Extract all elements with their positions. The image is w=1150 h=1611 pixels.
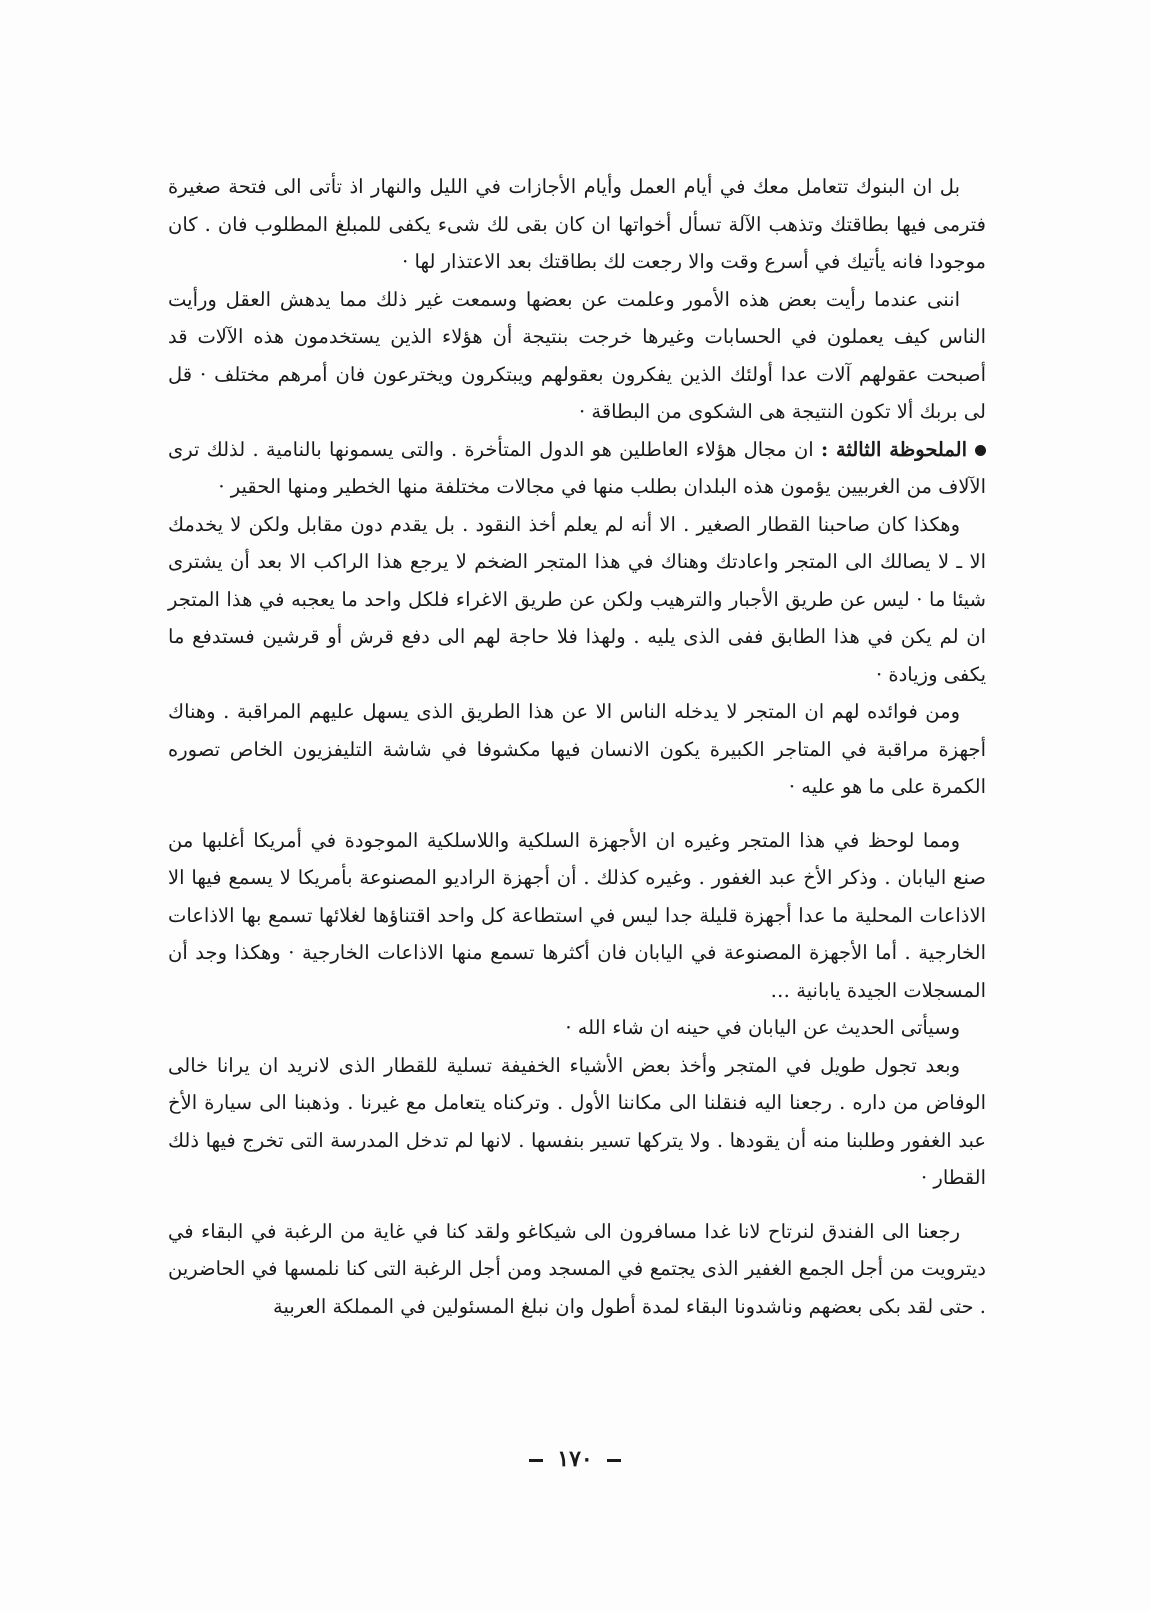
paragraph-banks: بل ان البنوك تتعامل معك في أيام العمل وأيام الأجازات في الليل والنهار اذ تأتى الى فتحة صغيرة فترمى فيها بطاقتك وتذهب الآلة تسأل أخواتها ان كان بقى لك شىء يكفى للمبلغ المطلوب فان . كان موجودا فانه يأتيك في أسرع وقت والا رجعت لك بطاقتك بعد الاعتذار لها · xyxy=(168,175,986,273)
note-heading: الملحوظة الثالثة : xyxy=(820,437,967,461)
paragraph-third-note xyxy=(168,431,986,506)
dash-left xyxy=(529,1459,543,1462)
body-text xyxy=(168,168,986,1325)
paragraph-machines: اننى عندما رأيت بعض هذه الأمور وعلمت عن بعضها وسمعت غير ذلك مما يدهش العقل ورأيت الناس كيف يعملون في الحسابات وغيرها خرجت بنتيجة أن هؤلاء الذين يستخدمون هذه الآلات قد أصبحت عقولهم آلات عدا أولئك الذين يفكرون بعقولهم ويبتكرون ويخترعون فان أمرهم مختلف · قل لى بربك ألا تكون النتيجة هى الشكوى من البطاقة · xyxy=(168,287,986,423)
dash-right xyxy=(607,1459,621,1462)
paragraph-hotel: رجعنا الى الفندق لنرتاح لانا غدا مسافرون الى شيكاغو ولقد كنا في غاية من الرغبة في البقاء في ديترويت من أجل الجمع الغفير الذى يجتمع في المسجد ومن أجل الرغبة التى كنا نلمسها في الحاضرين . حتى لقد بكى بعضهم وناشدونا البقاء لمدة أطول وان نبلغ المسئولين في المملكة العربية xyxy=(168,1219,986,1318)
page-number xyxy=(0,1446,1150,1472)
paragraph-tour: وبعد تجول طويل في المتجر وأخذ بعض الأشياء الخفيفة تسلية للقطار الذى لانريد ان يرانا خالى الوفاض من داره . رجعنا اليه فنقلنا الى مكاننا الأول . وتركناه يتعامل مع غيرنا . وذهبنا الى سيارة الأخ عبد الغفور وطلبنا منه أن يقودها . ولا يتركها تسير بنفسها . لانها لم تدخل المدرسة التى تخرج فيها ذلك القطار · xyxy=(168,1053,986,1189)
paragraph-store-benefits: ومن فوائده لهم ان المتجر لا يدخله الناس الا عن هذا الطريق الذى يسهل عليهم المراقبة . وهناك أجهزة مراقبة في المتاجر الكبيرة يكون الانسان فيها مكشوفا في شاشة التليفزيون الخاص تصوره الكمرة على ما هو عليه · xyxy=(168,700,986,798)
page-number-text: ١٧٠ xyxy=(557,1446,593,1472)
note-text: ان مجال هؤلاء العاطلين هو الدول المتأخرة . والتى يسمونها بالنامية . لذلك ترى الآلاف من الغربيين يؤمون هذه البلدان بطلب منها في مجالات مختلفة منها الخطير ومنها الحقير · xyxy=(168,437,986,498)
paragraph-small-train: وهكذا كان صاحبنا القطار الصغير . الا أنه لم يعلم أخذ النقود . بل يقدم دون مقابل ولكن لا يخدمك الا ـ لا يصالك الى المتجر واعادتك وهناك في هذا المتجر الضخم لا يرجع هذا الراكب الا بعد أن يشترى شيئا ما · ليس عن طريق الأجبار والترهيب ولكن عن طريق الاغراء فلكل واحد ما يعجبه في هذا المتجر ان لم يكن في هذا الطابق ففى الذى يليه . ولهذا فلا حاجة لهم الى دفع قرش أو قرشين فستدفع ما يكفى وزيادة · xyxy=(168,512,986,686)
paragraph-japanese-devices: ومما لوحظ في هذا المتجر وغيره ان الأجهزة السلكية واللاسلكية الموجودة في أمريكا أغلبها من صنع اليابان . وذكر الأخ عبد الغفور . وغيره كذلك . أن أجهزة الراديو المصنوعة بأمريكا لا يسمع فيها الا الاذاعات المحلية ما عدا أجهزة قليلة جدا ليس في استطاعة كل واحد اقتناؤها لغلائها تسمع بها الاذاعات الخارجية . أما الأجهزة المصنوعة في اليابان فان أكثرها تسمع منها الاذاعات الخارجية · وهكذا وجد أن المسجلات الجيدة يابانية … xyxy=(168,828,986,1002)
bullet-icon xyxy=(975,445,986,456)
paragraph-japan-later: وسيأتى الحديث عن اليابان في حينه ان شاء الله · xyxy=(565,1016,960,1039)
